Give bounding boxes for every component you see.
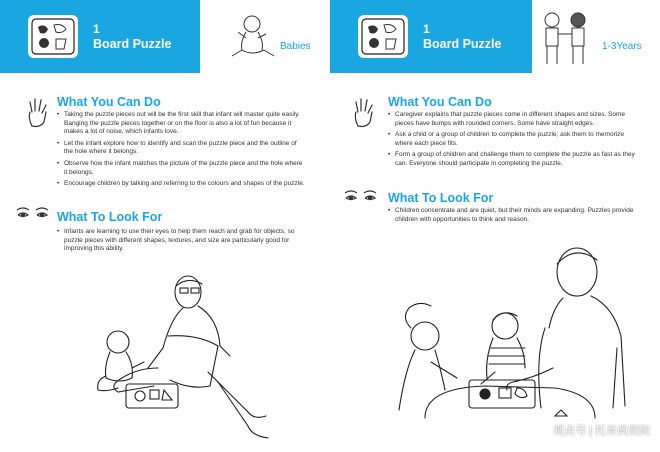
what-to-look-for-list [57,228,307,257]
what-you-can-do-heading: What You Can Do [388,95,492,109]
what-to-look-for-list [388,207,640,227]
list-item: • Form a group of children and challenge them to complete the puzzle as fast as they can. Everyone should participate in completing the puzzle. [388,151,640,168]
list-item: • Encourage children by talking and referring to the colours and shapes of the puzzle. [57,180,307,189]
eyes-icon [16,207,50,219]
watermark: 观点号 | 托育尚贤院 [553,425,650,437]
header-bar [0,0,200,73]
right-page [330,0,660,452]
adult-and-children-puzzle-illustration [385,238,655,438]
list-item: • Infants are learning to use their eyes to help them reach and grab for objects, so puzzle pieces with different shapes, textures, and size are particularly good for improving this ability. [57,228,307,254]
age-panel [532,0,660,73]
activity-number: 1 [93,22,100,36]
hand-icon [26,98,50,128]
list-item: • Observe how the infant matches the picture of the puzzle piece and the hole where it belongs. [57,160,307,177]
activity-number: 1 [423,22,430,36]
age-panel [200,0,330,73]
age-label: Babies [280,41,311,52]
adult-and-baby-puzzle-illustration [88,272,308,442]
what-you-can-do-list [57,111,307,192]
activity-title: Board Puzzle [423,37,502,51]
list-item: • Children concentrate and are quiet, but their minds are expanding. Puzzles provide children with opportunities to think and reason. [388,207,640,224]
baby-sitting-illustration [228,10,278,65]
what-to-look-for-heading: What To Look For [57,210,163,224]
eyes-icon [344,190,378,202]
what-you-can-do-heading: What You Can Do [57,95,161,109]
header-bar [330,0,532,73]
what-you-can-do-list [388,111,640,172]
list-item: • Caregiver explains that puzzle pieces come in different shapes and sizes. Some pieces have bumps with rounded corners. Some have straight edges. [388,111,640,128]
activity-title: Board Puzzle [93,37,172,51]
puzzle-thumbnail-icon [358,15,408,58]
list-item: • Taking the puzzle pieces out will be the first skill that infant will master quite easily. Banging the puzzle pieces together or on the floor is also a lot of fun because it makes a lot of noise, which infants love. [57,111,307,137]
hand-icon [352,98,376,128]
two-toddlers-illustration [536,8,596,70]
list-item: • Ask a child or a group of children to complete the puzzle; ask them to memorize where each piece fits. [388,131,640,148]
what-to-look-for-heading: What To Look For [388,191,494,205]
age-label: 1-3Years [602,41,642,52]
puzzle-thumbnail-icon [28,15,78,58]
list-item: • Let the infant explore how to identify and scan the puzzle piece and the outline of the hole where it belongs. [57,140,307,157]
